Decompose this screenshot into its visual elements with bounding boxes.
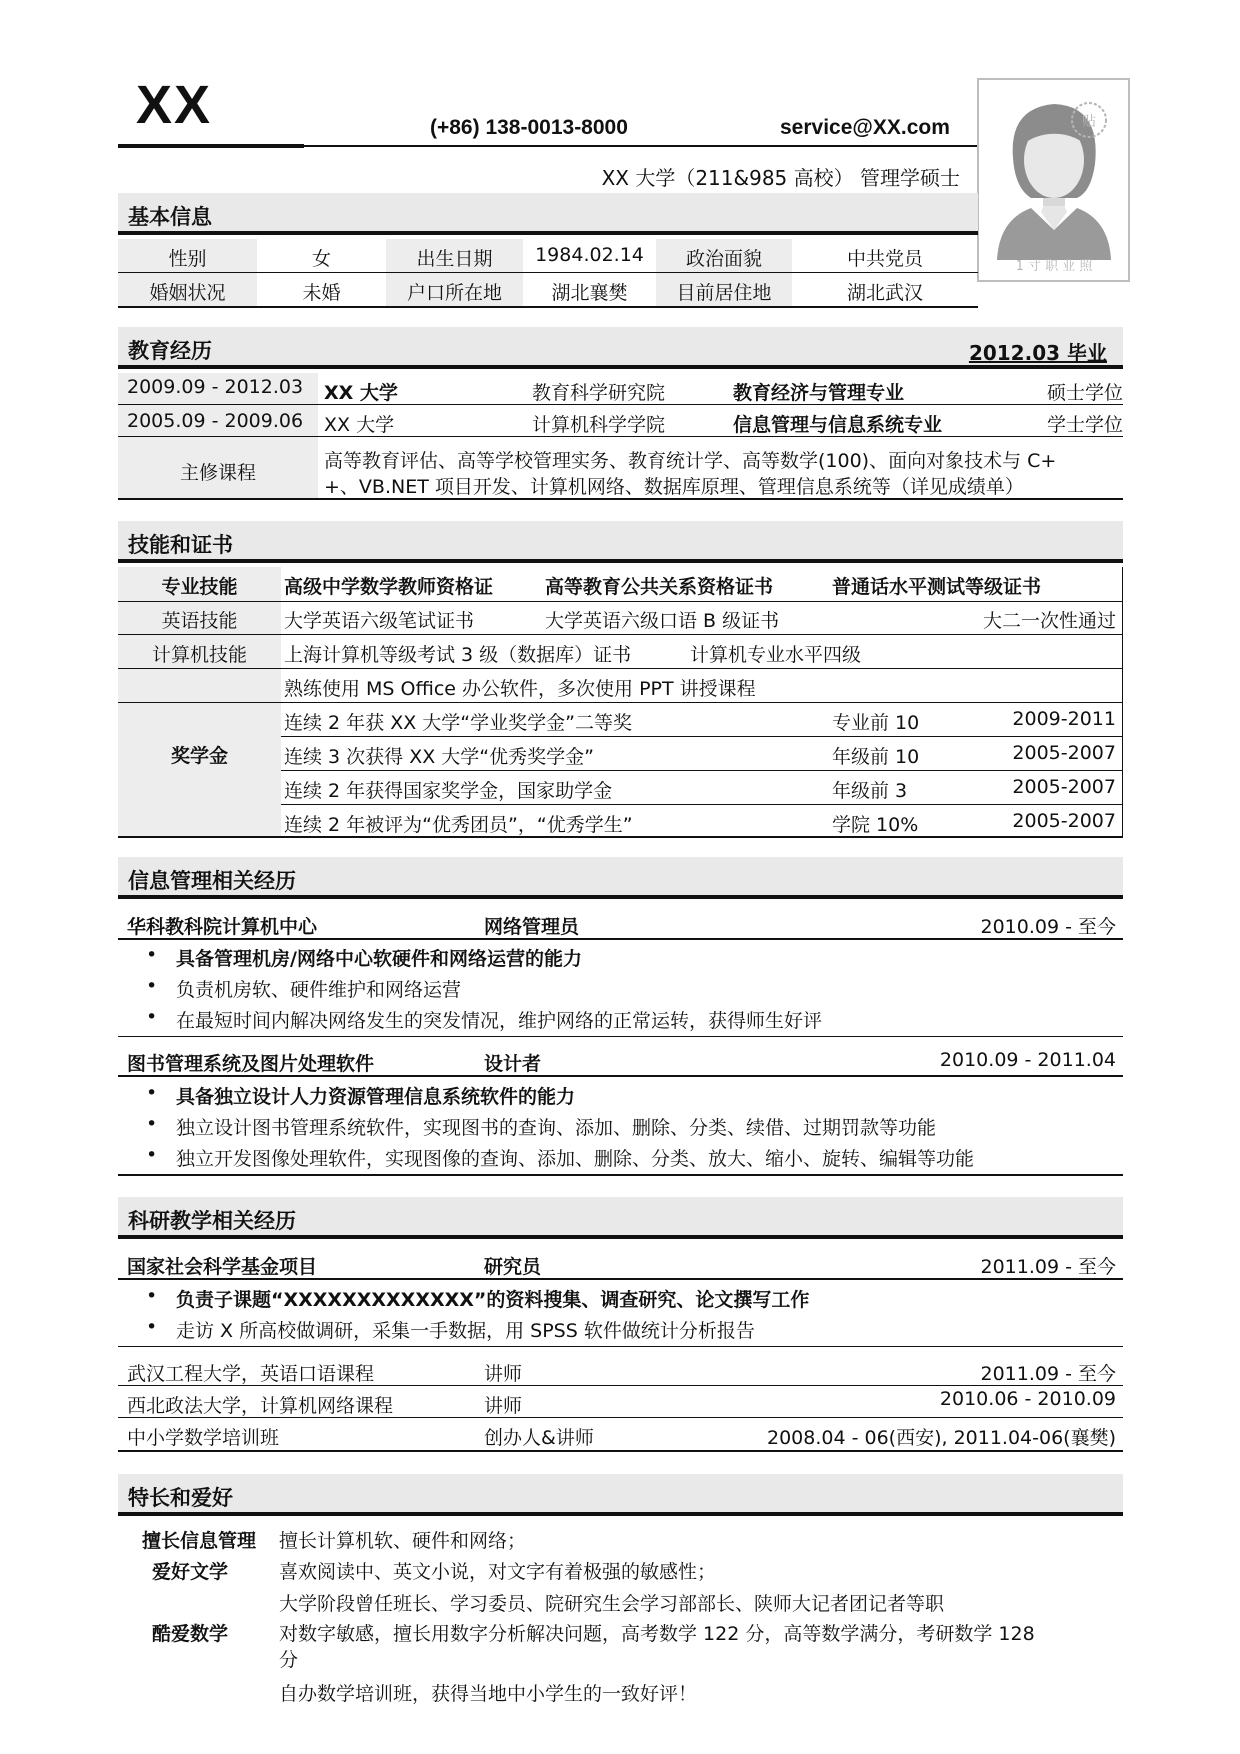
- job-bullet: 独立开发图像处理软件，实现图像的查询、添加、删除、分类、放大、缩小、旋转、编辑等功能: [176, 1148, 975, 1170]
- hobby-label: 爱好文学: [152, 1561, 229, 1583]
- edu-major: 教育经济与管理专业: [733, 382, 905, 404]
- bullet-icon: •: [146, 1082, 158, 1104]
- certificate: 普通话水平测试等级证书: [832, 576, 1042, 598]
- courses-label: 主修课程: [179, 462, 256, 484]
- hobby-label: 酷爱数学: [152, 1623, 229, 1645]
- project-bullet: 走访 X 所高校做调研，采集一手数据，用 SPSS 软件做统计分析报告: [176, 1320, 755, 1342]
- job-bullet: 具备管理机房/网络中心软硬件和网络运营的能力: [176, 948, 582, 970]
- edu-major: 信息管理与信息系统专业: [733, 414, 943, 436]
- section-header-basic-info: [118, 193, 978, 235]
- teaching-org: 中小学数学培训班: [127, 1427, 280, 1449]
- svg-text:贴: 贴: [1082, 114, 1096, 130]
- phone-number: (+86) 138-0013-8000: [430, 116, 628, 139]
- section-title: 特长和爱好: [128, 1486, 233, 1510]
- job-bullet: 负责机房软、硬件维护和网络运营: [176, 979, 462, 1001]
- section-header-research: [118, 1197, 1123, 1239]
- job-role: 网络管理员: [484, 916, 580, 938]
- scholarship-item: 连续 2 年获得国家奖学金，国家助学金: [284, 780, 613, 802]
- edu-college: 教育科学研究院: [532, 382, 666, 404]
- hobby-text: 擅长计算机软、硬件和网络；: [279, 1530, 527, 1552]
- skill-label-scholarship: 奖学金: [170, 745, 228, 767]
- value-residence: 湖北武汉: [846, 282, 923, 304]
- svg-text:1 寸 职 业 照: 1 寸 职 业 照: [1015, 259, 1093, 274]
- job-bullet: 在最短时间内解决网络发生的突发情况，维护网络的正常运转，获得师生好评: [176, 1010, 823, 1032]
- label-birthdate: 出生日期: [416, 248, 493, 270]
- computer-certificate: 上海计算机等级考试 3 级（数据库）证书: [284, 644, 632, 666]
- value-political-status: 中共党员: [846, 248, 923, 270]
- scholarship-rank: 年级前 10: [832, 746, 920, 768]
- job-bullet: 具备独立设计人力资源管理信息系统软件的能力: [176, 1086, 576, 1108]
- courses-line: 高等教育评估、高等学校管理实务、教育统计学、高等数学(100)、面向对象技术与 C+: [324, 450, 1057, 472]
- profile-photo: [977, 78, 1130, 282]
- section-header-education: [118, 327, 1123, 369]
- job-period: 2010.09 - 2011.04: [939, 1049, 1116, 1071]
- edu-school: XX 大学: [324, 382, 398, 404]
- edu-degree: 硕士学位: [1046, 382, 1123, 404]
- bullet-icon: •: [146, 1285, 158, 1307]
- teaching-org: 武汉工程大学，英语口语课程: [127, 1363, 375, 1385]
- edu-degree: 学士学位: [1046, 414, 1123, 436]
- teaching-role: 讲师: [484, 1395, 523, 1417]
- teaching-role: 创办人&讲师: [484, 1427, 594, 1449]
- section-header-hobbies: [118, 1474, 1123, 1516]
- value-gender: 女: [311, 248, 331, 270]
- skill-label-computer: 计算机技能: [151, 644, 247, 666]
- candidate-name: XX: [136, 75, 213, 135]
- section-header-info-mgmt: [118, 857, 1123, 899]
- label-political-status: 政治面貌: [685, 248, 762, 270]
- teaching-period: 2010.06 - 2010.09: [939, 1388, 1116, 1410]
- email-address: service@XX.com: [780, 116, 950, 139]
- section-title: 信息管理相关经历: [128, 869, 296, 893]
- label-hukou: 户口所在地: [406, 282, 502, 304]
- scholarship-rank: 年级前 3: [832, 780, 908, 802]
- job-org: 图书管理系统及图片处理软件: [127, 1053, 375, 1075]
- avatar-placeholder-icon: [979, 80, 1128, 280]
- certificate: 高级中学数学教师资格证: [284, 576, 494, 598]
- project-role: 研究员: [484, 1256, 542, 1278]
- english-certificate: 大学英语六级口语 B 级证书: [545, 610, 780, 632]
- teaching-org: 西北政法大学，计算机网络课程: [127, 1395, 394, 1417]
- hobby-text: 对数字敏感，擅长用数字分析解决问题，高考数学 122 分，高等数学满分，考研数学 128: [279, 1623, 1035, 1645]
- scholarship-years: 2005-2007: [1012, 810, 1116, 832]
- computer-certificate: 计算机专业水平四级: [690, 644, 862, 666]
- value-birthdate: 1984.02.14: [535, 244, 644, 266]
- label-residence: 目前居住地: [676, 282, 772, 304]
- project-bullet: 负责子课题“XXXXXXXXXXXXX”的资料搜集、调查研究、论文撰写工作: [176, 1289, 810, 1311]
- bullet-icon: •: [146, 1006, 158, 1028]
- teaching-role: 讲师: [484, 1363, 523, 1385]
- courses-line: +、VB.NET 项目开发、计算机网络、数据库原理、管理信息系统等（详见成绩单）: [324, 476, 1024, 498]
- header-divider: [304, 145, 978, 147]
- scholarship-years: 2005-2007: [1012, 742, 1116, 764]
- hobby-text: 分: [279, 1649, 299, 1671]
- scholarship-rank: 专业前 10: [832, 712, 920, 734]
- label-marital-status: 婚姻状况: [149, 282, 226, 304]
- hobby-text: 喜欢阅读中、英文小说，对文字有着极强的敏感性；: [279, 1561, 717, 1583]
- edu-period: 2005.09 - 2009.06: [127, 410, 304, 432]
- scholarship-years: 2009-2011: [1012, 708, 1116, 730]
- project-org: 国家社会科学基金项目: [127, 1256, 318, 1278]
- computer-extra: 熟练使用 MS Office 办公软件，多次使用 PPT 讲授课程: [284, 678, 756, 700]
- section-title: 技能和证书: [128, 533, 233, 557]
- graduation-date: 2012.03 毕业: [968, 341, 1107, 365]
- scholarship-years: 2005-2007: [1012, 776, 1116, 798]
- skill-label-professional: 专业技能: [161, 576, 238, 598]
- bullet-icon: •: [146, 1144, 158, 1166]
- bullet-icon: •: [146, 975, 158, 997]
- section-title: 科研教学相关经历: [128, 1209, 296, 1233]
- label-gender: 性别: [168, 248, 207, 270]
- edu-college: 计算机科学学院: [532, 414, 666, 436]
- hobby-label: 擅长信息管理: [141, 1530, 256, 1552]
- scholarship-rank: 学院 10%: [832, 814, 919, 836]
- hobby-text: 大学阶段曾任班长、学习委员、院研究生会学习部部长、陕师大记者团记者等职: [279, 1593, 945, 1615]
- english-certificate: 大学英语六级笔试证书: [284, 610, 475, 632]
- bullet-icon: •: [146, 1113, 158, 1135]
- value-hukou: 湖北襄樊: [551, 282, 628, 304]
- scholarship-item: 连续 2 年被评为“优秀团员”，“优秀学生”: [284, 814, 633, 836]
- job-bullet: 独立设计图书管理系统软件，实现图书的查询、添加、删除、分类、续借、过期罚款等功能: [176, 1117, 937, 1139]
- teaching-period: 2011.09 - 至今: [980, 1363, 1116, 1385]
- scholarship-item: 连续 2 年获 XX 大学“学业奖学金”二等奖: [284, 712, 632, 734]
- bullet-icon: •: [146, 944, 158, 966]
- skill-label-english: 英语技能: [161, 610, 238, 632]
- edu-period: 2009.09 - 2012.03: [127, 376, 304, 398]
- job-org: 华科教科院计算机中心: [127, 916, 318, 938]
- section-header-skills: [118, 521, 1123, 563]
- teaching-period: 2008.04 - 06(西安), 2011.04-06(襄樊): [766, 1427, 1116, 1449]
- hobby-text: 自办数学培训班，获得当地中小学生的一致好评！: [279, 1683, 698, 1705]
- section-title: 基本信息: [128, 205, 212, 229]
- education-summary: XX 大学（211&985 高校） 管理学硕士: [601, 166, 960, 190]
- edu-school: XX 大学: [324, 414, 395, 436]
- certificate: 高等教育公共关系资格证书: [545, 576, 774, 598]
- job-role: 设计者: [484, 1053, 542, 1075]
- project-period: 2011.09 - 至今: [980, 1256, 1116, 1278]
- english-note: 大二一次性通过: [982, 610, 1116, 632]
- bullet-icon: •: [146, 1316, 158, 1338]
- job-period: 2010.09 - 至今: [980, 916, 1116, 938]
- name-underline: [118, 144, 304, 148]
- scholarship-item: 连续 3 次获得 XX 大学“优秀奖学金”: [284, 746, 594, 768]
- section-title: 教育经历: [128, 339, 212, 363]
- value-marital-status: 未婚: [302, 282, 341, 304]
